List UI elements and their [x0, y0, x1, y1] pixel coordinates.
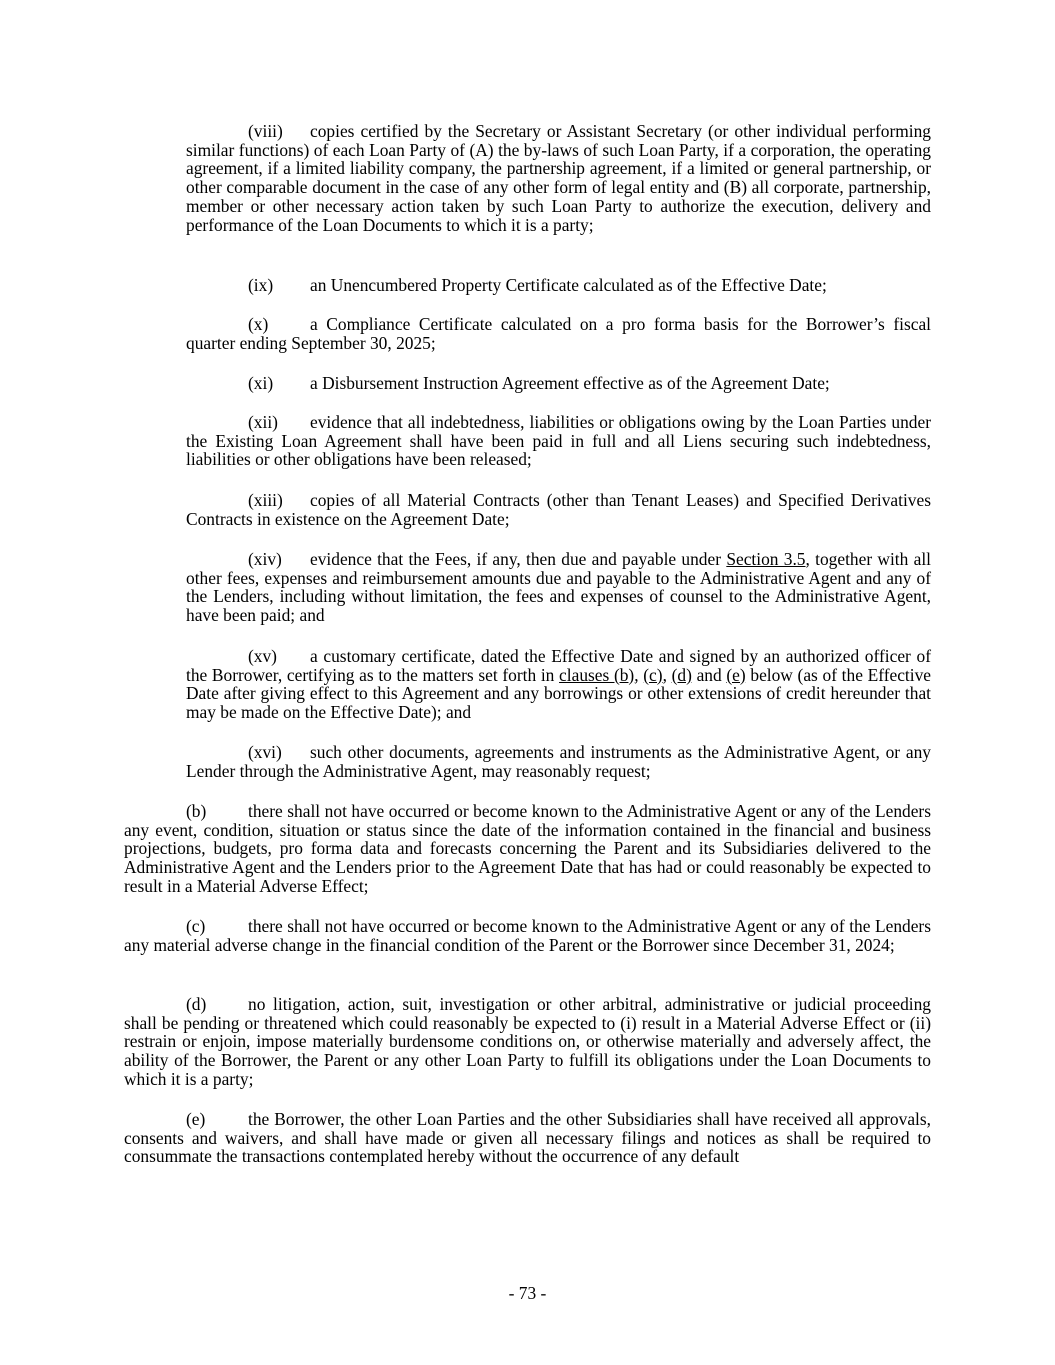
separator: and: [691, 664, 727, 685]
paragraph-text: a customary certificate, dated the Effective Date and signed by an authorized officer of the Borrower, certifying as to the matters set forth in: [186, 646, 931, 685]
paragraph-text: an Unencumbered Property Certificate calculated as of the Effective Date;: [310, 275, 827, 295]
paragraph-text: the Borrower, the other Loan Parties and the other Subsidiaries shall have received all approvals, consents and waivers, and shall have made or given all necessary filings and notices as shall be required to consummate the transactions contemplated hereby without the occurrence of any default: [124, 1109, 931, 1167]
paragraph-xii: [186, 413, 931, 469]
paragraph-viii: [186, 122, 931, 234]
paragraph-d: [124, 995, 931, 1089]
paragraph-x: [186, 315, 931, 352]
paragraph-text: evidence that all indebtedness, liabilities or obligations owing by the Loan Parties under the Existing Loan Agreement shall have been paid in full and all Liens securing such indebtedness, liabilities or other obligations have been released;: [186, 412, 931, 470]
paragraph-text: copies of all Material Contracts (other than Tenant Leases) and Specified Derivatives Contracts in existence on the Agreement Date;: [186, 490, 931, 529]
paragraph-text: evidence that the Fees, if any, then due and payable under: [310, 549, 727, 569]
separator: ,: [662, 664, 672, 685]
paragraph-number: (ix): [248, 275, 274, 295]
paragraph-number: (c): [186, 916, 206, 936]
paragraph-xvi: [186, 743, 931, 780]
paragraph-number: (x): [248, 314, 269, 334]
paragraph-xiv: [186, 550, 931, 625]
paragraph-text: copies certified by the Secretary or Assistant Secretary (or other individual performing similar functions) of each Loan Party of (A) the by-laws of such Loan Party, if a corporation, the operating agreement, if a limited liability company, the partnership agreement, if a limited or general partnership, or other comparable document in the case of any other form of legal entity and (B) all corporate, partnership, member or other necessary action taken by such Loan Party to authorize the execution, delivery and performance of the Loan Documents to which it is a party;: [186, 121, 931, 235]
paragraph-number: (xv): [248, 646, 277, 666]
paragraph-number: (viii): [248, 121, 283, 141]
paragraph-text: no litigation, action, suit, investigation or other arbitral, administrative or judicial proceeding shall be pending or threatened which could reasonably be expected to (i) result in a Material Adverse Effect or (ii) restrain or enjoin, impose materially burdensome conditions on, or otherwise materially and adversely affect, the ability of the Borrower, the Parent or any other Loan Party to fulfill its obligations under the Loan Documents to which it is a party;: [124, 994, 931, 1089]
paragraph-text: a Compliance Certificate calculated on a pro forma basis for the Borrower’s fiscal quarter ending September 30, 2025;: [186, 314, 931, 353]
paragraph-text: a Disbursement Instruction Agreement effective as of the Agreement Date;: [310, 373, 830, 393]
paragraph-number: (e): [186, 1109, 206, 1129]
clause-c-reference[interactable]: (c): [643, 664, 663, 685]
paragraph-xv: [186, 647, 931, 722]
paragraph-text: there shall not have occurred or become known to the Administrative Agent or any of the Lenders any event, condition, situation or status since the date of the information contained in the financial and business projections, budgets, pro forma data and forecasts concerning the Parent and its Subsidiaries delivered to the Administrative Agent and the Lenders prior to the Agreement Date that has had or could reasonably be expected to result in a Material Adverse Effect;: [124, 801, 931, 896]
separator: ,: [634, 664, 644, 685]
paragraph-e: [124, 1110, 931, 1166]
clause-d-reference[interactable]: (d): [671, 664, 692, 685]
paragraph-xi: [186, 374, 931, 393]
paragraph-number: (xi): [248, 373, 274, 393]
paragraph-text: there shall not have occurred or become known to the Administrative Agent or any of the Lenders any material adverse change in the financial condition of the Parent or the Borrower since December 31, 2024;: [124, 916, 931, 955]
page-number: - 73 -: [508, 1283, 547, 1303]
paragraph-text: below (as of the Effective Date after giving effect to this Agreement and any borrowings or other extensions of credit hereunder that may be made on the Effective Date); and: [186, 664, 932, 723]
section-reference-link[interactable]: Section 3.5: [726, 549, 806, 569]
paragraph-number: (xiii): [248, 490, 283, 510]
paragraph-number: (xiv): [248, 549, 282, 569]
paragraph-c: [124, 917, 931, 954]
paragraph-number: (b): [186, 801, 207, 821]
clause-b-reference[interactable]: clauses (b): [559, 664, 635, 685]
paragraph-text: such other documents, agreements and instruments as the Administrative Agent, or any Lender through the Administrative Agent, may reasonably request;: [186, 742, 931, 781]
paragraph-number: (xii): [248, 412, 278, 432]
paragraph-ix: [186, 276, 931, 295]
paragraph-text: , together with all other fees, expenses and reimbursement amounts due and payable to the Administrative Agent and any of the Lenders, including without limitation, the fees and expenses of counsel to the Administrative Agent, have been paid; and: [186, 549, 932, 626]
clause-e-reference[interactable]: (e): [726, 664, 746, 685]
paragraph-b: [124, 802, 931, 896]
paragraph-number: (d): [186, 994, 207, 1014]
paragraph-number: (xvi): [248, 742, 282, 762]
paragraph-xiii: [186, 491, 931, 528]
